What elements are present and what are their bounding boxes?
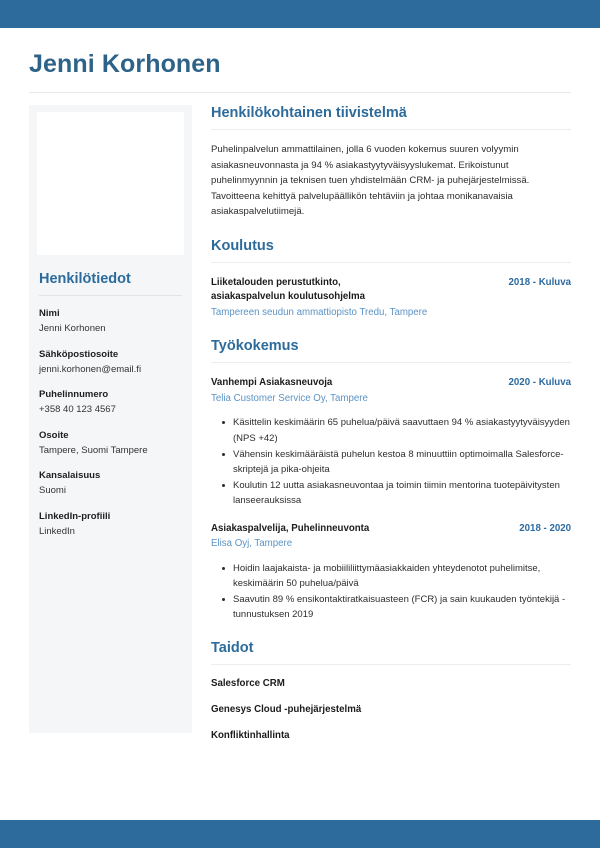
entry-title (211, 276, 365, 305)
education-entry (211, 276, 571, 321)
entry-organization: Elisa Oyj, Tampere (211, 538, 293, 550)
sidebar-field-address (39, 429, 184, 459)
sidebar-field-linkedin (39, 510, 184, 540)
experience-entry (211, 522, 571, 623)
section-heading-experience: Työkokemus (211, 338, 299, 355)
field-value: +358 40 123 4567 (39, 404, 116, 416)
entry-header (211, 376, 571, 391)
entry-title: Vanhempi Asiakasneuvoja (211, 377, 333, 389)
main-column (192, 105, 571, 741)
sidebar-field-email (39, 348, 184, 378)
field-value: Jenni Korhonen (39, 323, 106, 335)
field-value: Tampere, Suomi Tampere (39, 444, 148, 456)
entry-date: 2018 - 2020 (519, 522, 571, 534)
sidebar (29, 105, 192, 733)
entry-title: Asiakaspalvelija, Puhelinneuvonta (211, 522, 370, 534)
section-divider (211, 262, 571, 263)
skill-item: Salesforce CRM (211, 678, 285, 690)
field-value: jenni.korhonen@email.fi (39, 363, 142, 375)
page-title: Jenni Korhonen (29, 50, 221, 78)
entry-title-line2: asiakaspalvelun koulutusohjelma (211, 291, 365, 303)
entry-date: 2020 - Kuluva (508, 377, 571, 389)
section-experience (211, 338, 571, 622)
section-divider (211, 362, 571, 363)
photo-placeholder (37, 112, 184, 255)
bottom-accent-bar (0, 820, 600, 848)
section-heading-skills: Taidot (211, 640, 254, 657)
entry-date: 2018 - Kuluva (508, 276, 571, 288)
sidebar-heading-divider (39, 295, 182, 296)
entry-organization: Tampereen seudun ammattiopisto Tredu, Tampere (211, 306, 428, 318)
sidebar-field-nationality (39, 469, 184, 499)
section-divider (211, 664, 571, 665)
field-label: Nimi (39, 308, 60, 319)
section-divider (211, 129, 571, 130)
field-value[interactable]: LinkedIn (39, 525, 75, 537)
experience-entry (211, 376, 571, 508)
list-item: Vähensin keskimääräistä puhelun kestoa 8 minuuttiin optimoimalla Salesforce-skriptejä ja pika-ohjeita (233, 447, 571, 477)
sidebar-field-phone (39, 388, 184, 418)
entry-header (211, 522, 571, 537)
section-heading-summary: Henkilökohtainen tiivistelmä (211, 105, 407, 121)
field-label: Sähköpostiosoite (39, 348, 119, 360)
list-item: Saavutin 89 % ensikontaktiratkaisuasteen (FCR) ja sain kuukauden työntekijä -tunnustuksen 2019 (233, 592, 571, 622)
entry-organization: Telia Customer Service Oy, Tampere (211, 392, 368, 404)
field-label: Osoite (39, 429, 69, 441)
section-education (211, 238, 571, 321)
summary-text: Puhelinpalvelun ammattilainen, jolla 6 vuoden kokemus suuren volyymin asiakasneuvonnasta ja 94 % asiakastyytyväisyyslukemat. Erikoistunut puhelinmyynnin ja teknisen tuen yhdistelmään CRM- ja puhejärjestelmissä. Tavoitteena kehittyä palvelupäällikön tehtäviin ja johtaa monikanavaisia asiakaspalvelutiimejä. (211, 144, 530, 218)
section-summary (211, 105, 571, 220)
skill-item: Konfliktinhallinta (211, 730, 290, 742)
resume-content (0, 28, 600, 820)
list-item: Hoidin laajakaista- ja mobiililiittymäasiakkaiden yhteydenotot puhelimitse, keskimäärin 50 puhelua/päivä (233, 561, 571, 591)
entry-bullet-list (211, 561, 571, 623)
sidebar-heading-personal-details: Henkilötiedot (39, 271, 131, 287)
skill-item: Genesys Cloud -puhejärjestelmä (211, 704, 362, 716)
sidebar-field-name (39, 307, 184, 337)
entry-title-line1: Liiketalouden perustutkinto, (211, 276, 341, 288)
title-divider (29, 92, 571, 93)
list-item: Käsittelin keskimäärin 65 puhelua/päivä saavuttaen 94 % asiakastyytyväisyyden (NPS +42) (233, 415, 571, 445)
field-label: Kansalaisuus (39, 470, 101, 481)
top-accent-bar (0, 0, 600, 28)
entry-header (211, 276, 571, 305)
list-item: Koulutin 12 uutta asiakasneuvontaa ja toimin tiimin mentorina tuotepäivitysten lanseerauksissa (233, 478, 571, 508)
section-heading-education: Koulutus (211, 237, 274, 254)
two-column-layout (29, 105, 571, 741)
section-skills (211, 640, 571, 741)
field-value: Suomi (39, 485, 66, 497)
field-label: LinkedIn-profiili (39, 510, 111, 522)
entry-bullet-list (211, 415, 571, 508)
field-label: Puhelinnumero (39, 389, 109, 400)
